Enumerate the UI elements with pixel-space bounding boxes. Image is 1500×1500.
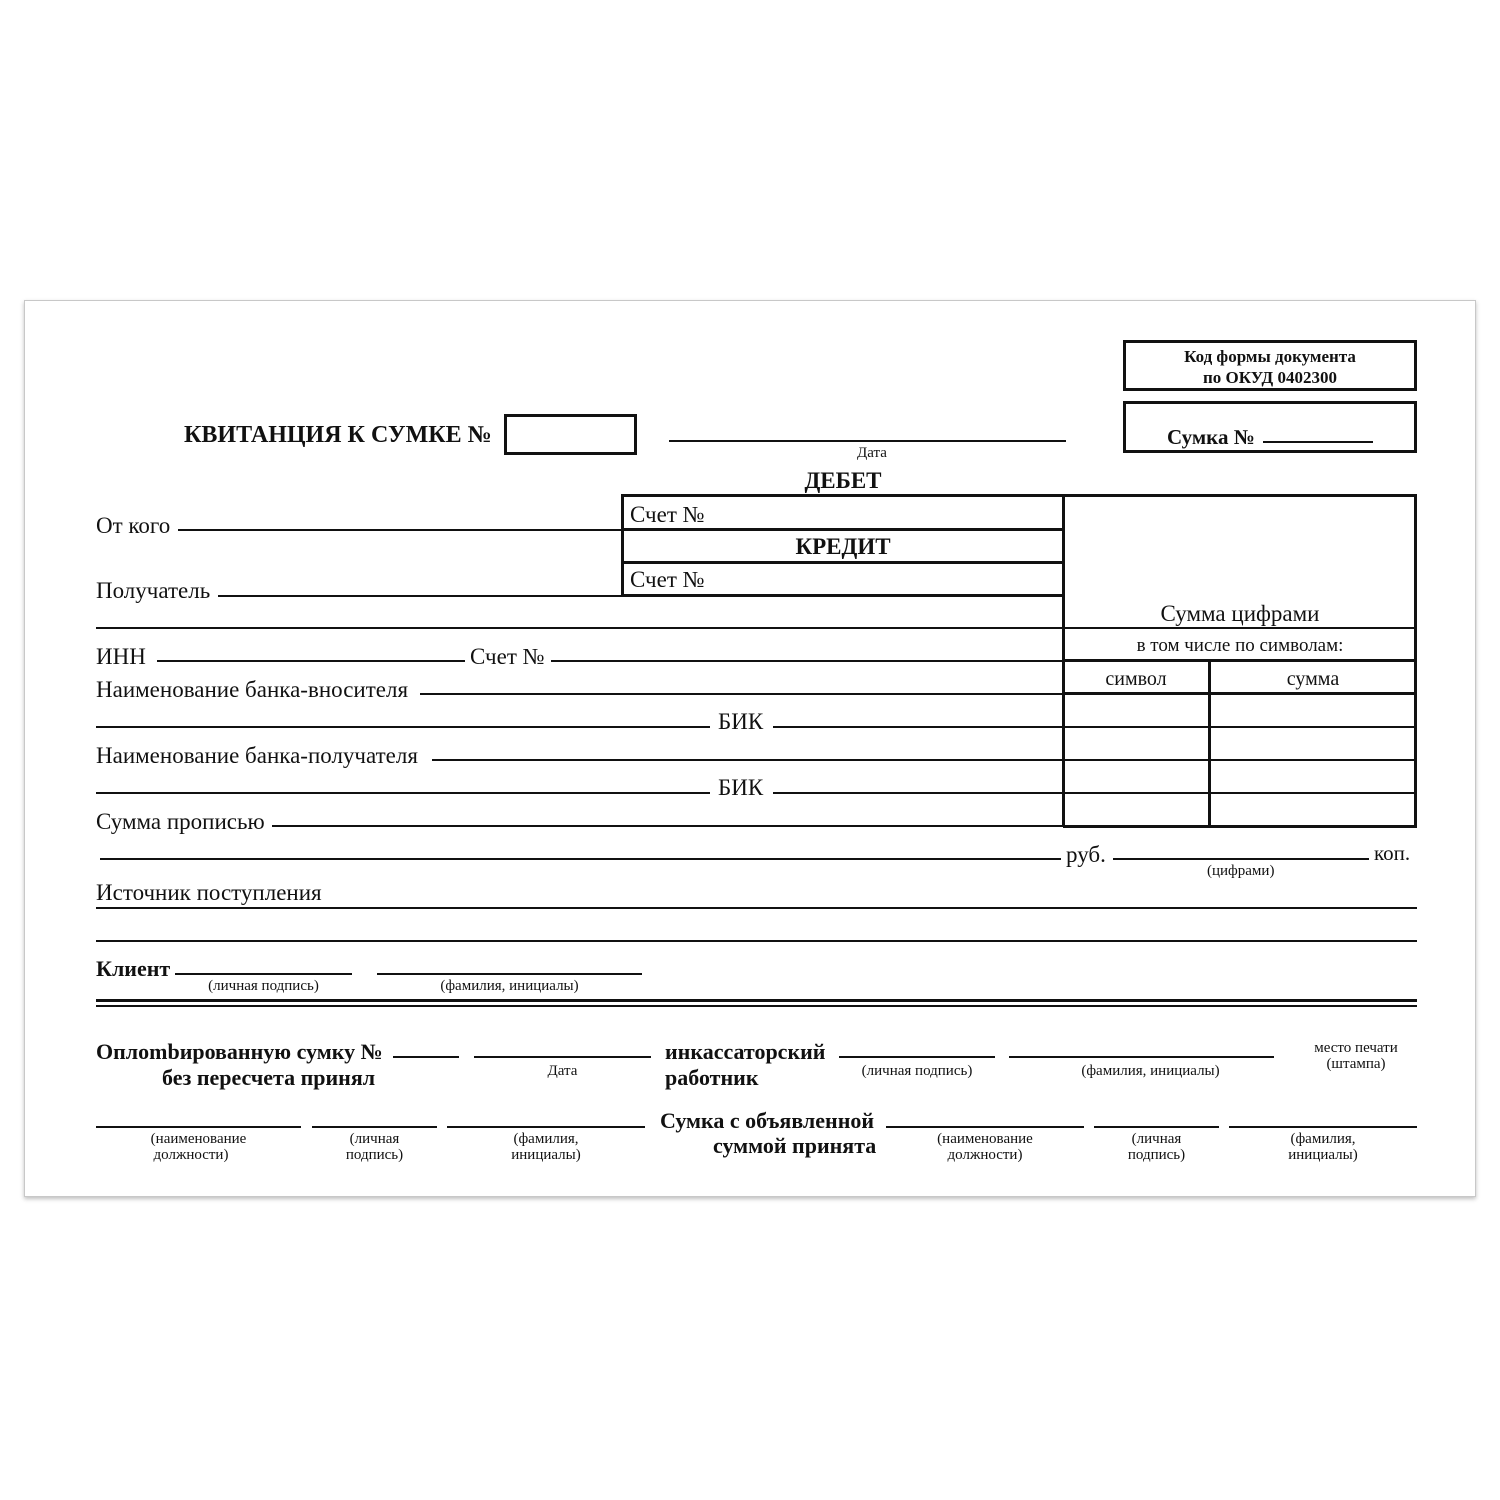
credit-account-label: Счет №	[630, 567, 705, 592]
from-line[interactable]	[178, 529, 622, 531]
client-signature-caption: (личная подпись)	[208, 978, 319, 994]
client-label: Клиент	[96, 956, 171, 981]
sig-caption-right-1: (личная	[1131, 1131, 1182, 1147]
client-name-line[interactable]	[377, 973, 642, 975]
collector-label-1: инкассаторский	[665, 1039, 826, 1064]
bottom-date-line[interactable]	[474, 1056, 651, 1058]
depositor-bank-line-2[interactable]	[96, 726, 710, 728]
bik-line-1[interactable]	[773, 726, 1063, 728]
debit-account-label: Счет №	[630, 502, 705, 527]
date-line[interactable]	[669, 440, 1066, 442]
sig-caption-left-2: подпись)	[345, 1147, 404, 1163]
position-line-right[interactable]	[886, 1126, 1084, 1128]
recipient-line[interactable]	[218, 595, 622, 597]
rub-label: руб.	[1066, 842, 1106, 867]
client-signature-line[interactable]	[175, 973, 352, 975]
position-line-left[interactable]	[96, 1126, 301, 1128]
collector-label-2: работник	[665, 1065, 759, 1090]
account-line[interactable]	[551, 660, 1063, 662]
fio-caption-left-1: (фамилия,	[513, 1131, 579, 1147]
declared-label-2: суммой принята	[713, 1133, 877, 1158]
fio-caption-left-2: инициалы)	[511, 1147, 581, 1163]
client-name-caption: (фамилия, инициалы)	[440, 978, 579, 994]
recipient-bank-line-2[interactable]	[96, 792, 710, 794]
col-sum-header: сумма	[1286, 668, 1340, 690]
sealed-bag-label: Оплombированную сумку №	[96, 1039, 383, 1064]
fio-caption-right-1: (фамилия,	[1290, 1131, 1356, 1147]
collector-name-caption: (фамилия, инициалы)	[1081, 1063, 1220, 1079]
from-label: От кого	[96, 513, 171, 538]
account-label: Счет №	[470, 644, 545, 669]
credit-bottom-line	[622, 594, 1063, 597]
okud-line-1: Код формы документа	[1184, 347, 1356, 366]
by-symbols-label: в том числе по символам:	[1136, 635, 1344, 656]
debit-label: ДЕБЕТ	[804, 468, 882, 493]
credit-top-line	[622, 561, 1063, 564]
sealed-bag-number-line[interactable]	[393, 1056, 459, 1058]
amount-words-label: Сумма прописью	[96, 809, 265, 834]
source-label: Источник поступления	[96, 880, 322, 905]
bik-line-2[interactable]	[773, 792, 1063, 794]
inn-line[interactable]	[157, 660, 465, 662]
double-line-top	[96, 999, 1417, 1002]
recipient-bank-label: Наименование банка-получателя	[96, 743, 418, 768]
amount-digits-label: Сумма цифрами	[1160, 601, 1320, 626]
receipt-title: КВИТАНЦИЯ К СУМКЕ №	[184, 422, 492, 448]
double-line-bottom	[96, 1005, 1417, 1007]
kop-label: коп.	[1374, 841, 1411, 865]
bik-label-2: БИК	[718, 775, 764, 800]
table-line-3	[1063, 692, 1417, 695]
stamp-place-2: (штампа)	[1326, 1056, 1386, 1072]
date-caption: Дата	[857, 445, 887, 461]
collector-signature-line[interactable]	[839, 1056, 995, 1058]
depositor-bank-line[interactable]	[420, 693, 1063, 695]
position-caption-right-2: должности)	[947, 1147, 1023, 1163]
amount-words-line[interactable]	[272, 825, 1063, 827]
sig-caption-left-1: (личная	[349, 1131, 400, 1147]
fio-line-right[interactable]	[1229, 1126, 1417, 1128]
no-recount-label: без пересчета принял	[162, 1065, 376, 1090]
table-row-line-3[interactable]	[1063, 792, 1417, 794]
table-row-line-1[interactable]	[1063, 726, 1417, 728]
kop-digits-line[interactable]	[1113, 858, 1369, 860]
credit-label: КРЕДИТ	[795, 534, 891, 559]
bag-number-line[interactable]	[1263, 441, 1373, 443]
collector-name-line[interactable]	[1009, 1056, 1274, 1058]
table-row-line-2[interactable]	[1063, 759, 1417, 761]
position-caption-right-1: (наименование	[937, 1131, 1033, 1147]
fio-line-left[interactable]	[447, 1126, 645, 1128]
signature-line-right[interactable]	[1094, 1126, 1219, 1128]
debit-bottom-line	[622, 528, 1063, 531]
recipient-bank-line[interactable]	[432, 759, 1063, 761]
table-bottom-line	[1063, 825, 1417, 828]
inn-label: ИНН	[96, 644, 146, 669]
bik-label-1: БИК	[718, 709, 764, 734]
collector-signature-caption: (личная подпись)	[861, 1063, 973, 1079]
separator-line-1	[96, 627, 1063, 629]
okud-line-2: по ОКУД 0402300	[1203, 368, 1337, 387]
digits-caption: (цифрами)	[1207, 863, 1275, 879]
sig-caption-right-2: подпись)	[1127, 1147, 1186, 1163]
signature-line-left[interactable]	[312, 1126, 437, 1128]
source-line-2[interactable]	[96, 940, 1417, 942]
position-caption-left-1: (наименование	[150, 1131, 247, 1147]
position-caption-left-2: должности)	[153, 1147, 229, 1163]
source-line[interactable]	[96, 907, 1417, 909]
table-line-2	[1063, 659, 1417, 662]
recipient-label: Получатель	[96, 578, 211, 603]
bottom-date-caption: Дата	[547, 1063, 578, 1079]
bag-number-label: Сумка №	[1167, 425, 1255, 449]
receipt-number-box[interactable]	[504, 414, 637, 455]
table-line-1	[1063, 627, 1417, 629]
stamp-place-1: место печати	[1314, 1040, 1398, 1056]
declared-label-1: Сумка с объявленной	[660, 1108, 875, 1133]
col-symbol-header: символ	[1105, 668, 1167, 690]
fio-caption-right-2: инициалы)	[1288, 1147, 1358, 1163]
depositor-bank-label: Наименование банка-вносителя	[96, 677, 409, 702]
debit-top-line	[622, 494, 1417, 497]
amount-words-line-2[interactable]	[100, 858, 1061, 860]
